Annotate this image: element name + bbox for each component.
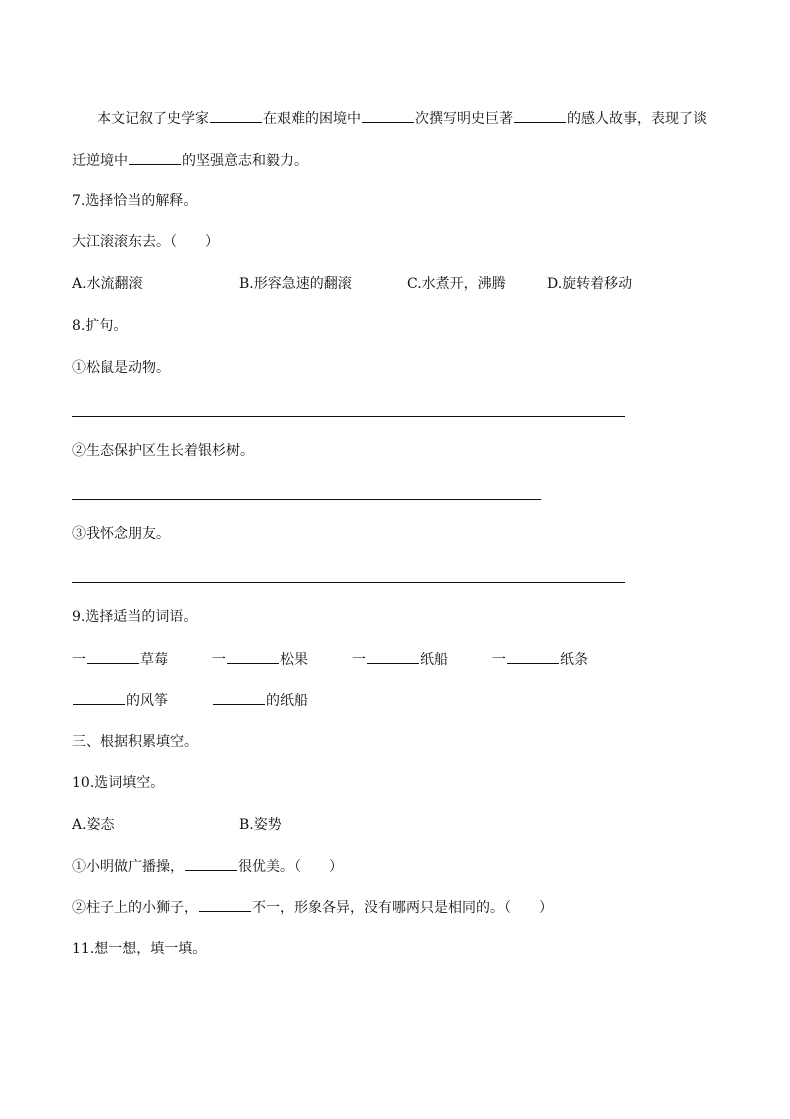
q7-title: 7.选择恰当的解释。 xyxy=(72,193,198,209)
intro-text-b: 在艰难的困境中 xyxy=(263,111,361,127)
q7-option-d[interactable]: D.旋转着移动 xyxy=(547,276,633,292)
q8-title: 8.扩句。 xyxy=(72,318,128,334)
blank-times[interactable] xyxy=(362,108,414,123)
q10-item-2 xyxy=(72,897,553,918)
intro-text-f: 的坚强意志和毅力。 xyxy=(182,153,308,169)
blank-historian[interactable] xyxy=(210,108,262,123)
q7-option-b[interactable]: B.形容急速的翻滚 xyxy=(239,276,352,292)
q9-item-1-word: 草莓 xyxy=(140,652,168,668)
q9-item-1-prefix: 一 xyxy=(72,652,86,668)
q9-item-3-prefix: 一 xyxy=(352,652,366,668)
q10-item-1-text-b: 很优美。（ ） xyxy=(238,859,343,875)
q8-answer-line-3[interactable] xyxy=(72,582,625,583)
q9-item-4-prefix: 一 xyxy=(492,652,506,668)
q8-answer-line-1[interactable] xyxy=(72,416,625,417)
q10-blank-1[interactable] xyxy=(185,856,237,871)
q9-item-4-word: 纸条 xyxy=(560,652,588,668)
q8-answer-line-2[interactable] xyxy=(72,499,541,500)
q9-blank-4[interactable] xyxy=(507,649,559,664)
q10-item-2-text-a: ②柱子上的小狮子， xyxy=(72,900,198,916)
q8-item-2: ②生态保护区生长着银杉树。 xyxy=(72,443,254,459)
q9-item-5-word: 的风筝 xyxy=(126,693,168,709)
q9-item-2-prefix: 一 xyxy=(212,652,226,668)
q9-item-2-word: 松果 xyxy=(280,652,308,668)
q9-blank-6[interactable] xyxy=(213,690,265,705)
q8-item-1: ①松鼠是动物。 xyxy=(72,360,170,376)
intro-line-1 xyxy=(97,108,707,129)
intro-text-e: 迁逆境中 xyxy=(72,153,128,169)
blank-work[interactable] xyxy=(514,108,566,123)
intro-text-a: 本文记叙了史学家 xyxy=(97,111,209,127)
q9-blank-5[interactable] xyxy=(73,690,125,705)
intro-text-d: 的感人故事，表现了谈 xyxy=(567,111,707,127)
q9-item-6-word: 的纸船 xyxy=(266,693,308,709)
q10-option-a[interactable]: A.姿态 xyxy=(72,817,115,833)
q9-item-4 xyxy=(492,649,588,670)
q9-blank-3[interactable] xyxy=(367,649,419,664)
q9-blank-2[interactable] xyxy=(227,649,279,664)
q10-title: 10.选词填空。 xyxy=(72,775,165,791)
q7-option-c[interactable]: C.水煮开，沸腾 xyxy=(407,276,506,292)
q9-title: 9.选择适当的词语。 xyxy=(72,609,198,625)
q9-blank-1[interactable] xyxy=(87,649,139,664)
q10-blank-2[interactable] xyxy=(199,897,251,912)
q11-title: 11.想一想，填一填。 xyxy=(72,941,207,957)
q10-option-b[interactable]: B.姿势 xyxy=(239,817,282,833)
section-3-title: 三、根据积累填空。 xyxy=(72,734,198,750)
intro-text-c: 次撰写明史巨著 xyxy=(415,111,513,127)
q9-item-2 xyxy=(212,649,308,670)
q7-option-a[interactable]: A.水流翻滚 xyxy=(72,276,143,292)
blank-person[interactable] xyxy=(129,150,181,165)
q9-item-5 xyxy=(72,690,168,711)
q9-item-6 xyxy=(212,690,308,711)
q9-item-3 xyxy=(352,649,448,670)
q10-item-1 xyxy=(72,856,343,877)
q7-sentence: 大江滚滚东去。（ ） xyxy=(72,234,219,250)
q10-item-2-text-b: 不一，形象各异，没有哪两只是相同的。（ ） xyxy=(252,900,553,916)
q8-item-3: ③我怀念朋友。 xyxy=(72,526,170,542)
q9-item-3-word: 纸船 xyxy=(420,652,448,668)
q9-item-1 xyxy=(72,649,168,670)
intro-line-2 xyxy=(72,150,308,171)
q10-item-1-text-a: ①小明做广播操， xyxy=(72,859,184,875)
